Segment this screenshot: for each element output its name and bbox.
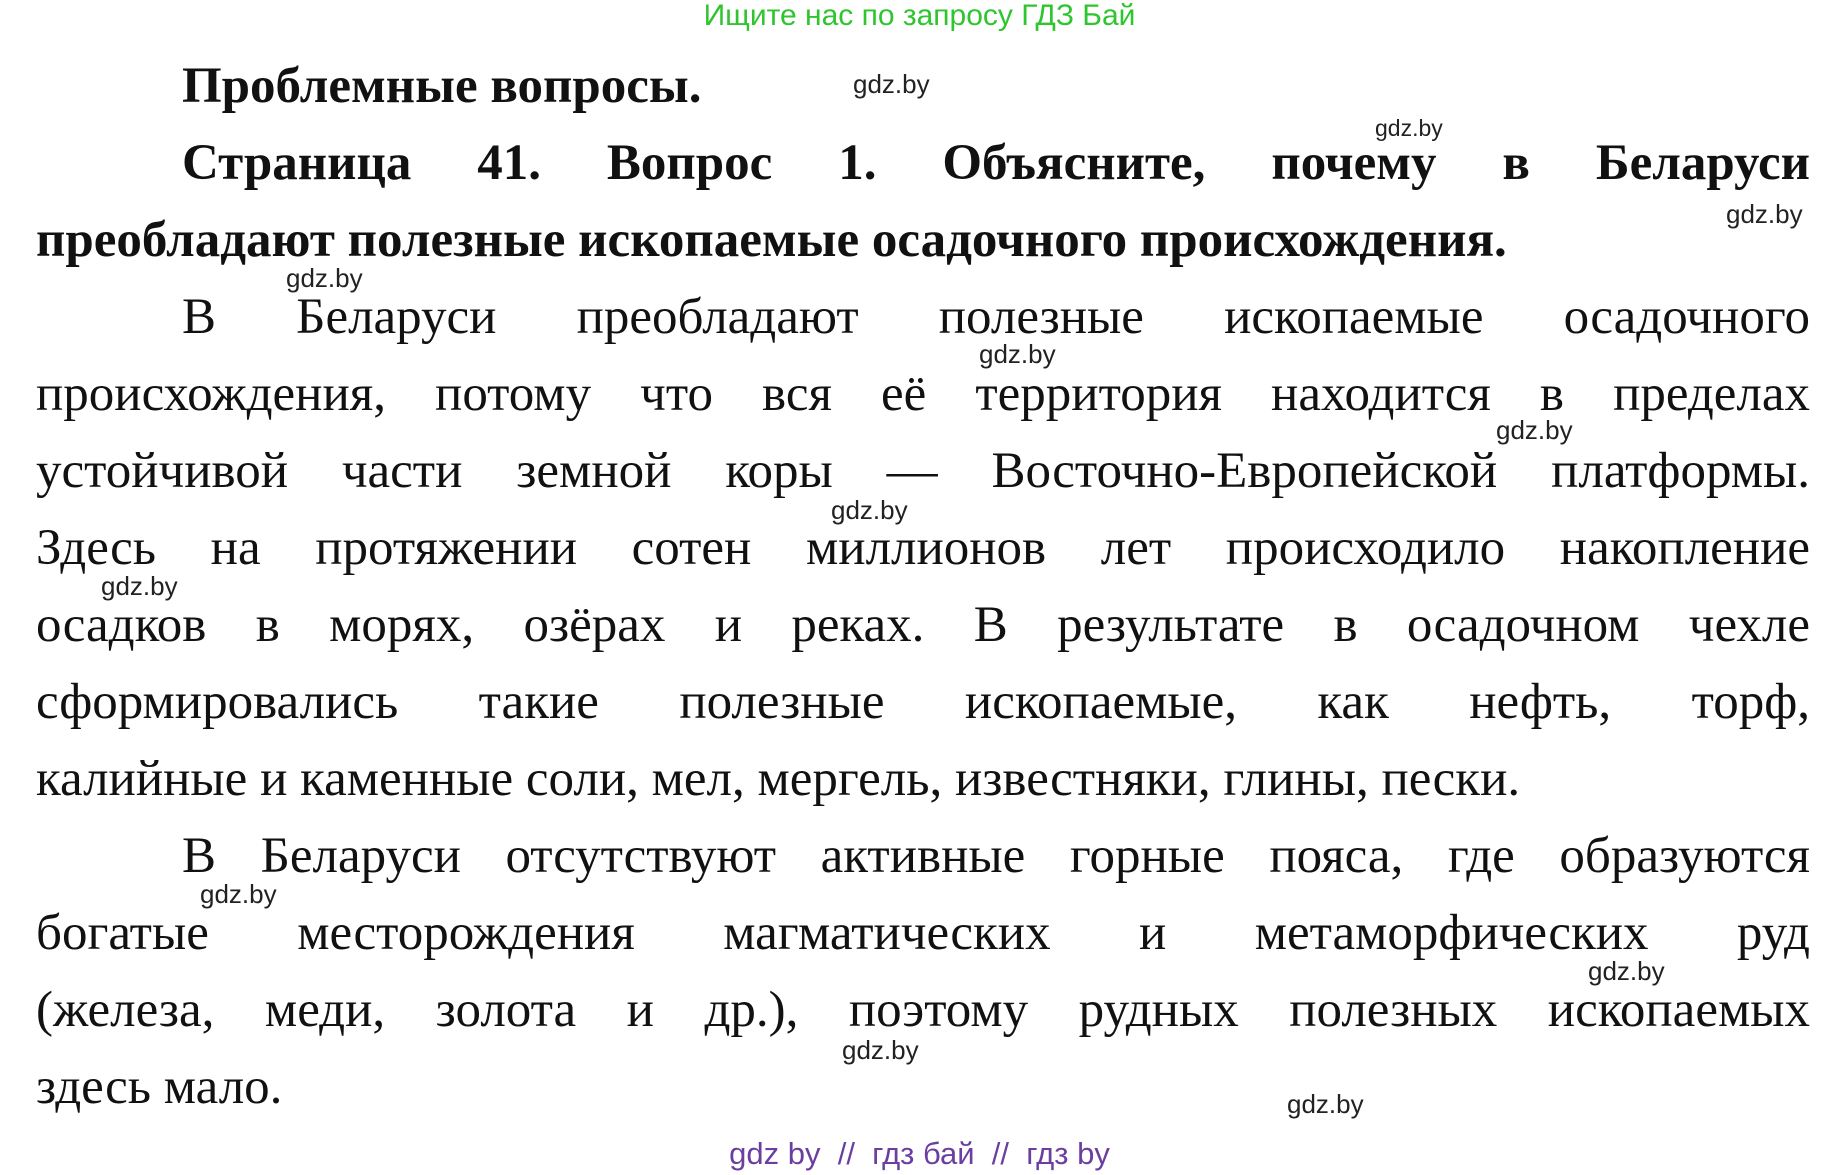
paragraph-2-line: В Беларуси отсутствуют активные горные пояса, где образуются bbox=[182, 828, 1810, 884]
document-body bbox=[36, 48, 1810, 1126]
watermark: gdz.by bbox=[200, 879, 277, 909]
question-line-2: преобладают полезные ископаемые осадочного происхождения. bbox=[36, 212, 1507, 268]
paragraph-1-line: происхождения, потому что вся её территория находится в пределах bbox=[36, 366, 1810, 422]
watermark: gdz.by bbox=[101, 571, 178, 601]
watermark: gdz.by bbox=[842, 1035, 919, 1065]
watermark: gdz.by bbox=[1287, 1089, 1364, 1119]
watermark: gdz.by bbox=[831, 495, 908, 525]
paragraph-1-line: устойчивой части земной коры — Восточно-Европейской платформы. bbox=[36, 443, 1810, 499]
watermark: gdz.by bbox=[1375, 115, 1443, 141]
watermark: gdz.by bbox=[1726, 199, 1803, 229]
section-heading: Проблемные вопросы. bbox=[182, 58, 702, 114]
watermark: gdz.by bbox=[853, 69, 930, 99]
footer-links[interactable]: gdz by // гдз бай // гдз by bbox=[729, 1136, 1110, 1171]
question-line-1: Страница 41. Вопрос 1. Объясните, почему в Беларуси bbox=[182, 135, 1810, 191]
watermark: gdz.by bbox=[979, 339, 1056, 369]
paragraph-2-line: (железа, меди, золота и др.), поэтому рудных полезных ископаемых bbox=[36, 982, 1810, 1038]
paragraph-1-line: Здесь на протяжении сотен миллионов лет происходило накопление bbox=[36, 520, 1810, 576]
paragraph-1-line: В Беларуси преобладают полезные ископаемые осадочного bbox=[182, 289, 1810, 345]
paragraph-2-line: богатые месторождения магматических и метаморфических руд bbox=[36, 905, 1810, 961]
watermark: gdz.by bbox=[1588, 956, 1665, 986]
top-banner[interactable]: Ищите нас по запросу ГДЗ Бай bbox=[703, 0, 1136, 32]
watermark: gdz.by bbox=[286, 263, 363, 293]
paragraph-2-line: здесь мало. bbox=[36, 1059, 283, 1115]
paragraph-1-line: калийные и каменные соли, мел, мергель, известняки, глины, пески. bbox=[36, 751, 1521, 807]
paragraph-1-line: осадков в морях, озёрах и реках. В результате в осадочном чехле bbox=[36, 597, 1810, 653]
watermark: gdz.by bbox=[1496, 415, 1573, 445]
paragraph-1-line: сформировались такие полезные ископаемые, как нефть, торф, bbox=[36, 674, 1810, 730]
